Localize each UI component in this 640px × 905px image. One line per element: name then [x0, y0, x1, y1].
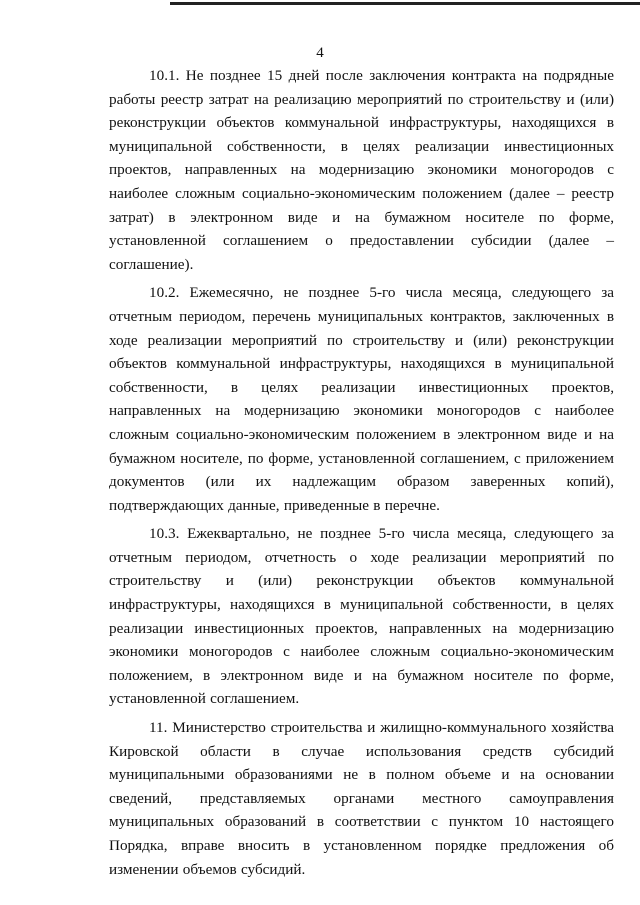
paragraph-10-3: 10.3. Ежеквартально, не позднее 5-го числа месяца, следующего за отчетным периодом, отчетность о ходе реализации мероприятий по строительству и (или) реконструкции объектов коммунальной инфраструктуры, находящихся в муниципальной собственности, в целях реализации инвестиционных проектов, направленных на модернизацию экономики моногородов с наиболее сложным социально-экономическим положением, в электронном виде и на бумажном носителе по форме, установленной соглашением. — [109, 525, 614, 708]
paragraph-10-1: 10.1. Не позднее 15 дней после заключения контракта на подрядные работы реестр затрат на реализацию мероприятий по строительству и (или) реконструкции объектов коммунальной инфраструктуры, находящихся в муниципальной собственности, в целях реализации инвестиционных проектов, направленных на модернизацию экономики моногородов с наиболее сложным социально-экономическим положением (далее – реестр затрат) в электронном виде и на бумажном носителе по форме, установленной соглашением о предоставлении субсидии (далее – соглашение). — [109, 67, 614, 273]
paragraph-11: 11. Министерство строительства и жилищно-коммунального хозяйства Кировской области в случае использования средств субсидий муниципальными образованиями не в полном объеме и на основании сведений, представляемых органами местного самоуправления муниципальных образований в соответствии с пунктом 10 настоящего Порядка, вправе вносить в установленном порядке предложения об изменении объемов субсидий. — [109, 719, 614, 878]
page-number: 4 — [316, 45, 324, 61]
top-border-line — [170, 2, 640, 5]
paragraph-10-2: 10.2. Ежемесячно, не позднее 5-го числа месяца, следующего за отчетным периодом, перечень муниципальных контрактов, заключенных в ходе реализации мероприятий по строительству и (или) реконструкции объектов коммунальной инфраструктуры, находящихся в муниципальной собственности, в целях реализации инвестиционных проектов, направленных на модернизацию экономики моногородов с наиболее сложным социально-экономическим положением в электронном виде и на бумажном носителе, по форме, установленной соглашением, с приложением документов (или их надлежащим образом заверенных копий), подтверждающих данные, приведенные в перечне. — [109, 284, 614, 514]
document-body — [109, 64, 614, 886]
